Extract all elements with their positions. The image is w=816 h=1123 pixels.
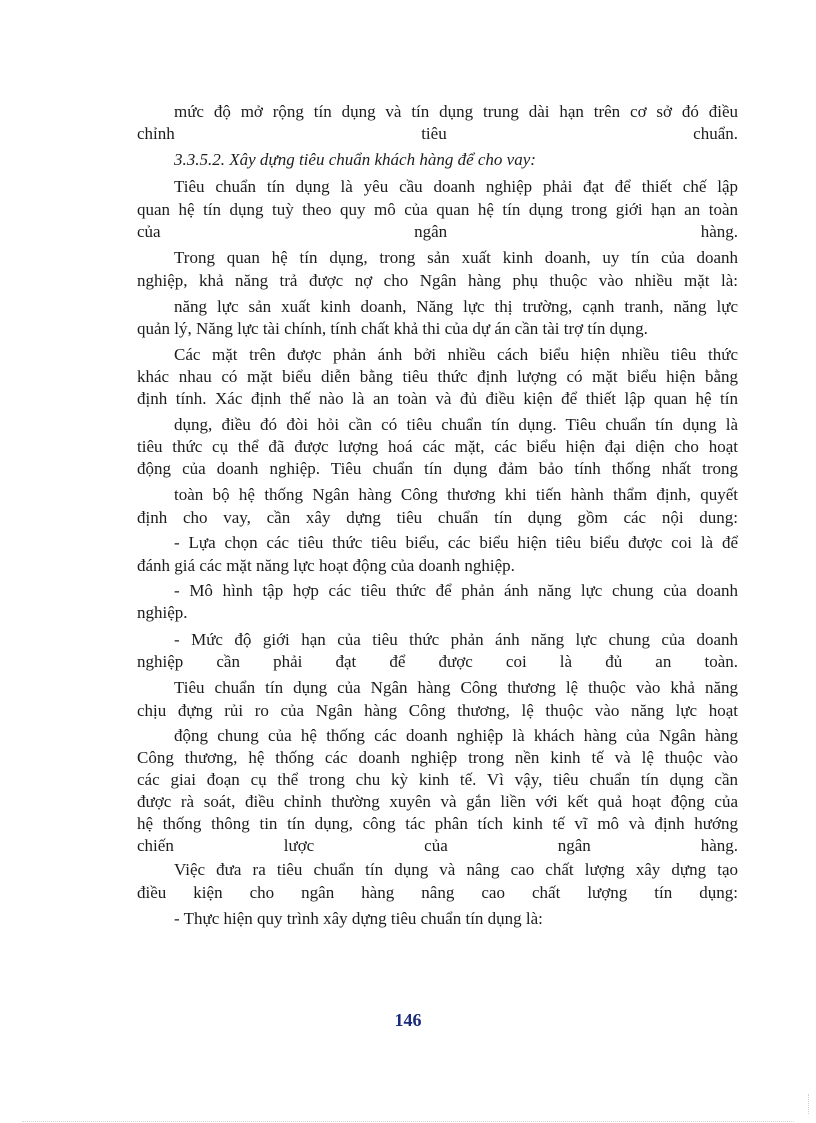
text-line: tiêu thức cụ thể đã được lượng hoá các mặt, các biểu hiện đại diện cho hoạt	[137, 437, 738, 456]
text-line: nghiệp, khả năng trả được nợ cho Ngân hàng phụ thuộc vào nhiều mặt là:	[137, 271, 738, 290]
text-line: các giai đoạn cụ thể trong chu kỳ kinh tế. Vì vậy, tiêu chuẩn tín dụng cần	[137, 770, 738, 789]
text-line: Các mặt trên được phản ánh bởi nhiều cách biểu hiện nhiều tiêu thức	[174, 345, 738, 364]
text-line: quan hệ tín dụng tuỳ theo quy mô của quan hệ tín dụng trong giới hạn an toàn	[137, 200, 738, 219]
text-line: Tiêu chuẩn tín dụng là yêu cầu doanh nghiệp phải đạt để thiết chế lập	[174, 177, 738, 196]
section-heading: 3.3.5.2. Xây dựng tiêu chuẩn khách hàng để cho vay:	[174, 150, 536, 169]
text-line: động chung của hệ thống các doanh nghiệp là khách hàng của Ngân hàng	[174, 726, 738, 745]
text-line: điều kiện cho ngân hàng nâng cao chất lượng tín dụng:	[137, 883, 738, 902]
text-line: định cho vay, cần xây dựng tiêu chuẩn tín dụng gồm các nội dung:	[137, 508, 738, 527]
text-line: - Lựa chọn các tiêu thức tiêu biểu, các biểu hiện tiêu biểu được coi là để	[174, 533, 738, 552]
text-line: chiến lược của ngân hàng.	[137, 836, 738, 855]
text-line: nghiệp.	[137, 603, 188, 622]
text-line: - Thực hiện quy trình xây dựng tiêu chuẩn tín dụng là:	[174, 909, 543, 928]
text-line: năng lực sản xuất kinh doanh, Năng lực thị trường, cạnh tranh, năng lực	[174, 297, 738, 316]
text-line: chỉnh tiêu chuẩn.	[137, 124, 738, 143]
text-line: định tính. Xác định thế nào là an toàn và đủ điều kiện để thiết lập quan hệ tín	[137, 389, 738, 408]
page-corner-mark	[808, 1094, 810, 1114]
text-line: đánh giá các mặt năng lực hoạt động của doanh nghiệp.	[137, 556, 515, 575]
page-number: 146	[394, 1010, 422, 1030]
text-line: của ngân hàng.	[137, 222, 738, 241]
text-line: được rà soát, điều chỉnh thường xuyên và gắn liền với kết quả hoạt động của	[137, 792, 738, 811]
text-line: động của doanh nghiệp. Tiêu chuẩn tín dụng đảm bảo tính thống nhất trong	[137, 459, 738, 478]
text-line: hệ thống thông tin tín dụng, công tác phân tích kinh tế vĩ mô và định hướng	[137, 814, 738, 833]
text-line: Tiêu chuẩn tín dụng của Ngân hàng Công thương lệ thuộc vào khả năng	[174, 678, 738, 697]
text-line: mức độ mở rộng tín dụng và tín dụng trung dài hạn trên cơ sở đó điều	[174, 102, 738, 121]
text-line: quản lý, Năng lực tài chính, tính chất khả thi của dự án cần tài trợ tín dụng.	[137, 319, 648, 338]
text-line: khác nhau có mặt biểu diễn bằng tiêu thức định lượng có mặt biểu hiện bằng	[137, 367, 738, 386]
text-line: chịu đựng rủi ro của Ngân hàng Công thương, lệ thuộc vào năng lực hoạt	[137, 701, 738, 720]
text-line: dụng, điều đó đòi hỏi cần có tiêu chuẩn tín dụng. Tiêu chuẩn tín dụng là	[174, 415, 738, 434]
text-line: Trong quan hệ tín dụng, trong sản xuất kinh doanh, uy tín của doanh	[174, 248, 738, 267]
text-line: Việc đưa ra tiêu chuẩn tín dụng và nâng cao chất lượng xây dựng tạo	[174, 860, 738, 879]
text-line: - Mô hình tập hợp các tiêu thức để phản ánh năng lực chung của doanh	[174, 581, 738, 600]
page-border-line	[22, 1121, 794, 1122]
text-line: nghiệp cần phải đạt để được coi là đủ an toàn.	[137, 652, 738, 671]
text-line: toàn bộ hệ thống Ngân hàng Công thương khi tiến hành thẩm định, quyết	[174, 485, 738, 504]
text-line: Công thương, hệ thống các doanh nghiệp trong nền kinh tế và lệ thuộc vào	[137, 748, 738, 767]
text-line: - Mức độ giới hạn của tiêu thức phản ánh năng lực chung của doanh	[174, 630, 738, 649]
